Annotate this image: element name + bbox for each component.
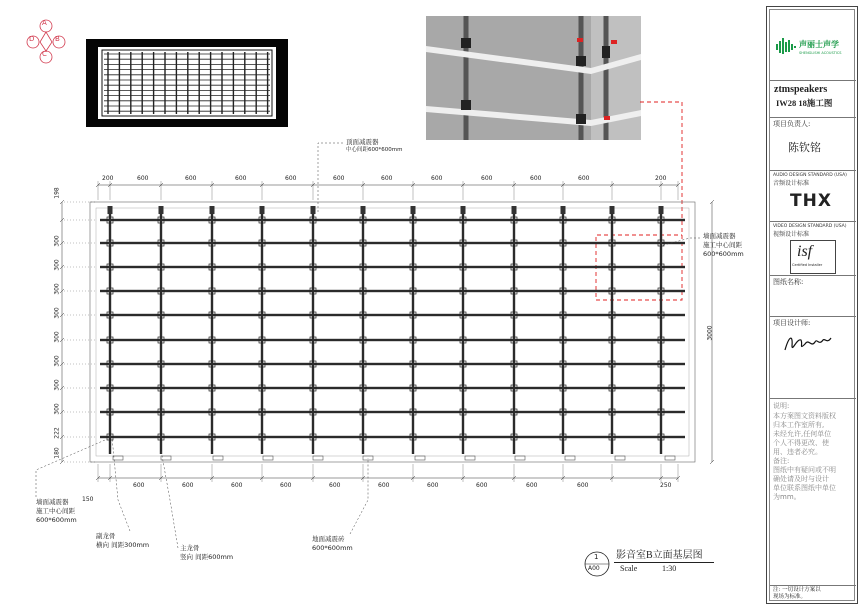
secondary-rail bbox=[100, 266, 685, 268]
brand-name: ztmspeakers bbox=[774, 84, 828, 95]
floor-damper bbox=[465, 456, 475, 460]
notes-line-2: 未经允许,任何单位 bbox=[773, 430, 832, 438]
bottom-dim-8: 600 bbox=[476, 482, 488, 489]
notes-line-0: 本方案图文资料版权 bbox=[773, 412, 836, 420]
bottom-dim-4: 600 bbox=[280, 482, 292, 489]
leader-left bbox=[36, 440, 105, 497]
leader-secondary bbox=[112, 437, 130, 531]
callout-left-sub: 施工中心间距 bbox=[36, 507, 75, 515]
left-dim-0: 198 bbox=[53, 187, 61, 199]
bottom-dim-1: 600 bbox=[133, 482, 145, 489]
secondary-rail bbox=[100, 436, 685, 438]
floor-damper bbox=[213, 456, 223, 460]
leader-main bbox=[161, 450, 178, 548]
video-std-en: VIDEO DESIGN STANDARD (USA) bbox=[773, 224, 847, 229]
tb-divider-6 bbox=[770, 316, 856, 317]
project-lead-name: 陈钦铭 bbox=[788, 141, 821, 154]
designer-label: 项目设计师: bbox=[773, 319, 811, 327]
tb-divider-5 bbox=[770, 275, 856, 276]
top-damper bbox=[659, 206, 664, 214]
notes-line-4: 用、违者必究。 bbox=[773, 448, 822, 456]
notes-label: 说明: bbox=[773, 402, 790, 410]
main-stud bbox=[611, 210, 613, 454]
right-dim-total: 3000 bbox=[706, 325, 714, 341]
audio-std-cn: 音频设计标准 bbox=[773, 180, 810, 187]
top-damper bbox=[610, 206, 615, 214]
bottom-dim-6: 600 bbox=[378, 482, 390, 489]
compass-a: A bbox=[42, 19, 47, 27]
drawing-name-label: 图纸名称: bbox=[773, 278, 804, 286]
left-dim-5: 300 bbox=[53, 331, 61, 343]
notes-line-1: 归本工作室所有, bbox=[773, 421, 825, 429]
floor-damper bbox=[615, 456, 625, 460]
compass-b: B bbox=[55, 35, 60, 43]
top-dim-8: 600 bbox=[481, 175, 493, 182]
isf-logo-sub: Certified Installer bbox=[792, 263, 823, 267]
left-dim-4: 300 bbox=[53, 307, 61, 319]
top-damper bbox=[260, 206, 265, 214]
top-damper bbox=[210, 206, 215, 214]
callout-main-spec: 竖向 间距600mm bbox=[180, 553, 234, 561]
bottom-dim-10: 600 bbox=[577, 482, 589, 489]
tb-divider-3 bbox=[770, 170, 856, 171]
drawing-code: IW28 18施工图 bbox=[776, 98, 833, 108]
main-stud bbox=[562, 210, 564, 454]
notes-line-5: 备注: bbox=[773, 457, 790, 465]
equalizer-logo-icon bbox=[775, 38, 797, 54]
top-dim-11: 200 bbox=[655, 175, 667, 182]
top-damper bbox=[361, 206, 366, 214]
secondary-rail bbox=[100, 290, 685, 292]
drawing-title: 影音室B立面基层图 bbox=[616, 550, 703, 561]
compass-c: C bbox=[42, 50, 47, 58]
floor-damper bbox=[263, 456, 273, 460]
notes-line-3: 个人不得更改、使 bbox=[773, 439, 829, 447]
callout-floor-spec: 600*600mm bbox=[312, 544, 353, 552]
left-dim-10: 180 bbox=[53, 447, 61, 459]
bottom-dim-11: 250 bbox=[660, 482, 672, 489]
top-damper bbox=[108, 206, 113, 214]
notes-line-8: 单位联系图纸中单位 bbox=[773, 484, 836, 492]
secondary-rail bbox=[100, 242, 685, 244]
top-dim-6: 600 bbox=[381, 175, 393, 182]
secondary-rail bbox=[100, 363, 685, 365]
footer-note-1: 现场为标准。 bbox=[773, 594, 807, 600]
tb-divider-1 bbox=[770, 80, 856, 81]
leader-floor bbox=[350, 458, 368, 534]
main-stud bbox=[412, 210, 414, 454]
main-stud bbox=[211, 210, 213, 454]
callout-left-name: 墙面减震器 bbox=[36, 498, 69, 506]
left-dim-1: 300 bbox=[53, 235, 61, 247]
secondary-rail bbox=[100, 411, 685, 413]
callout-right-spec: 600*600mm bbox=[703, 250, 744, 258]
callout-right-sub: 施工中心间距 bbox=[703, 241, 742, 249]
floor-damper bbox=[113, 456, 123, 460]
company-sub: SHENGLISHI ACOUSTICS bbox=[799, 51, 842, 55]
bottom-dim-2: 600 bbox=[182, 482, 194, 489]
left-dim-6: 300 bbox=[53, 355, 61, 367]
top-dim-5: 600 bbox=[333, 175, 345, 182]
scale-value: 1:30 bbox=[662, 564, 677, 573]
callout-right-name: 墙面减震器 bbox=[703, 232, 736, 240]
top-dim-7: 600 bbox=[431, 175, 443, 182]
top-damper bbox=[561, 206, 566, 214]
left-dim-3: 300 bbox=[53, 283, 61, 295]
notes-line-9: 为mm。 bbox=[773, 493, 801, 501]
top-damper bbox=[311, 206, 316, 214]
left-dim-9: 222 bbox=[53, 427, 61, 439]
callout-main-name: 主龙骨 bbox=[180, 544, 200, 552]
top-dim-0: 200 bbox=[102, 175, 114, 182]
top-damper bbox=[512, 206, 517, 214]
left-dim-7: 300 bbox=[53, 379, 61, 391]
callout-left-spec: 600*600mm bbox=[36, 516, 77, 524]
secondary-rail bbox=[100, 219, 685, 221]
top-damper bbox=[461, 206, 466, 214]
top-dim-3: 600 bbox=[235, 175, 247, 182]
bottom-dim-9: 600 bbox=[526, 482, 538, 489]
drawing-sheet-code: A00 bbox=[588, 565, 600, 572]
secondary-rail bbox=[100, 387, 685, 389]
compass-d: D bbox=[29, 35, 35, 43]
callout-top-spec: 中心间距600*600mm bbox=[346, 147, 403, 153]
main-stud bbox=[513, 210, 515, 454]
top-dim-1: 600 bbox=[137, 175, 149, 182]
main-stud bbox=[109, 210, 111, 454]
floor-damper bbox=[565, 456, 575, 460]
tb-divider-2 bbox=[770, 117, 856, 118]
secondary-keel-rails bbox=[100, 219, 685, 438]
tb-divider-4 bbox=[770, 221, 856, 222]
scale-label: Scale bbox=[620, 564, 638, 573]
project-lead-label: 项目负责人: bbox=[773, 120, 811, 128]
thx-logo: THX bbox=[790, 191, 832, 211]
main-stud bbox=[462, 210, 464, 454]
main-stud bbox=[312, 210, 314, 454]
main-stud bbox=[362, 210, 364, 454]
isf-logo: isf bbox=[797, 243, 813, 260]
secondary-rail bbox=[100, 339, 685, 341]
bottom-dim-5: 600 bbox=[329, 482, 341, 489]
title-underline bbox=[614, 562, 714, 563]
left-dim-2: 300 bbox=[53, 259, 61, 271]
notes-line-7: 确处请及时与设计 bbox=[773, 475, 829, 483]
drawing-number: 1 bbox=[594, 553, 599, 561]
top-dim-4: 600 bbox=[285, 175, 297, 182]
main-stud bbox=[160, 210, 162, 454]
bottom-dim-3: 600 bbox=[231, 482, 243, 489]
audio-std-en: AUDIO DESIGN STANDARD (USA) bbox=[773, 173, 847, 178]
video-std-cn: 视频设计标准 bbox=[773, 231, 810, 238]
tb-divider-7 bbox=[770, 398, 856, 399]
main-stud bbox=[660, 210, 662, 454]
floor-damper bbox=[313, 456, 323, 460]
bottom-dim-7: 600 bbox=[427, 482, 439, 489]
top-dim-2: 600 bbox=[185, 175, 197, 182]
callout-top-name: 顶面减震器 bbox=[346, 138, 379, 146]
left-dim-8: 300 bbox=[53, 403, 61, 415]
tb-divider-8 bbox=[770, 585, 856, 586]
floor-damper bbox=[415, 456, 425, 460]
top-damper bbox=[159, 206, 164, 214]
notes-line-6: 图纸中有疑问或不明 bbox=[773, 466, 836, 474]
top-damper bbox=[411, 206, 416, 214]
company-name: 声丽士声学 bbox=[799, 40, 839, 49]
bottom-dim-0: 150 bbox=[82, 496, 94, 503]
callout-floor-name: 地面减震砖 bbox=[312, 535, 345, 543]
floor-damper bbox=[515, 456, 525, 460]
callout-secondary-spec: 横向 间距300mm bbox=[96, 541, 150, 549]
main-stud bbox=[261, 210, 263, 454]
designer-signature bbox=[783, 330, 833, 356]
top-dim-9: 600 bbox=[530, 175, 542, 182]
secondary-rail bbox=[100, 314, 685, 316]
top-dim-10: 600 bbox=[578, 175, 590, 182]
floor-damper bbox=[665, 456, 675, 460]
callout-secondary-name: 副龙骨 bbox=[96, 532, 116, 540]
footer-note-0: 注: 一切设计方案以 bbox=[773, 587, 821, 593]
